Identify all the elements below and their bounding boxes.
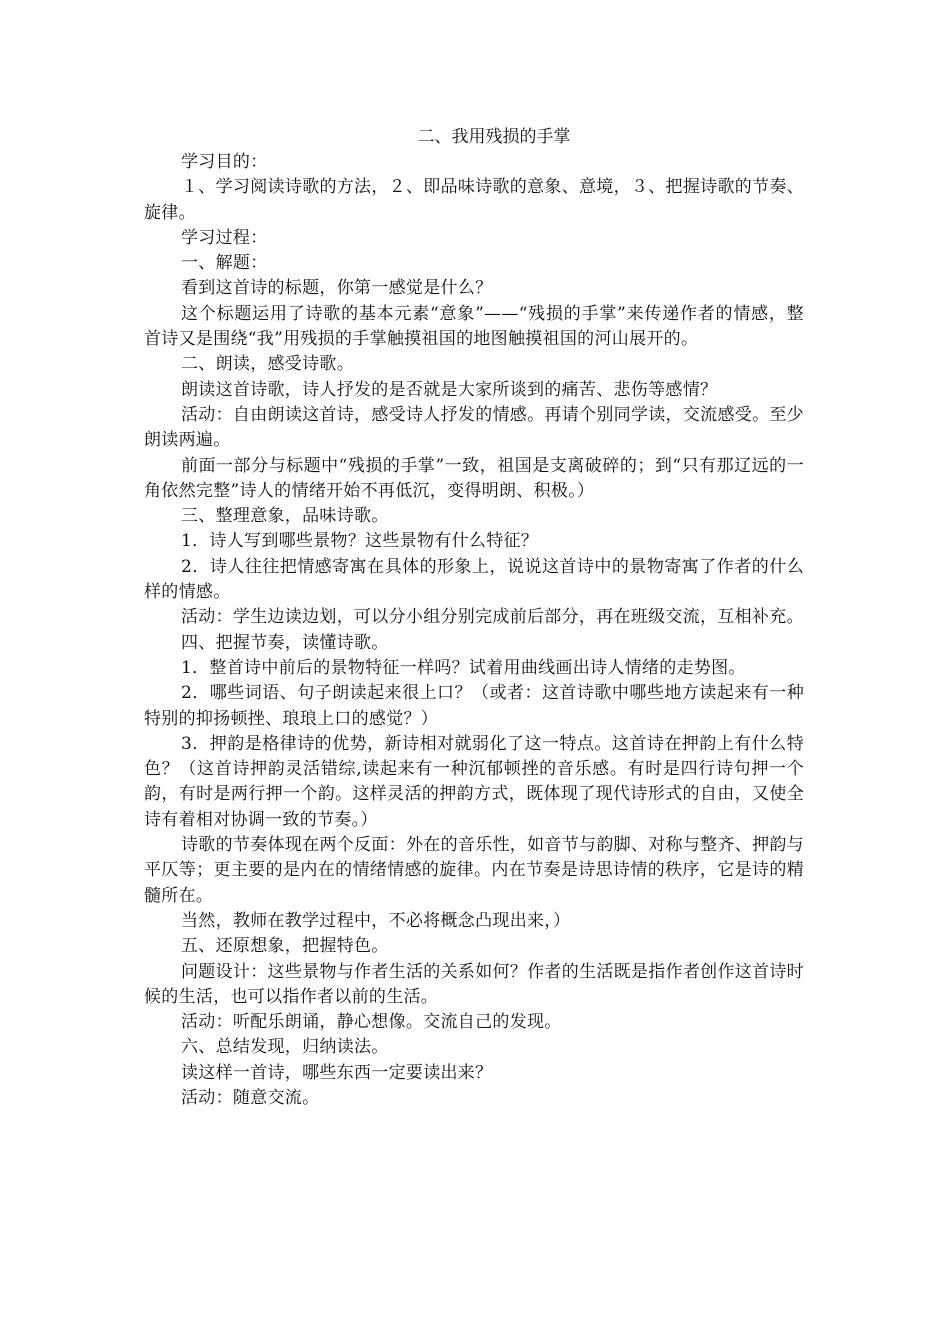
- paragraph: 1．诗人写到哪些景物？这些景物有什么特征？: [181, 531, 539, 552]
- paragraph: 活动：学生边读边划，可以分小组分别完成前后部分，再在班级交流，互相补充。: [181, 607, 804, 628]
- paragraph-process-heading: 学习过程：: [181, 227, 268, 248]
- section-heading-2: 二、朗读，感受诗歌。: [181, 354, 354, 375]
- paragraph: 看到这首诗的标题，你第一感觉是什么？: [181, 278, 493, 299]
- paragraph-goals: １、学习阅读诗歌的方法，２、即品味诗歌的意象、意境，３、把握诗歌的节奏、旋律。: [144, 177, 804, 223]
- section-heading-4: 四、把握节奏，读懂诗歌。: [181, 632, 389, 653]
- paragraph: 活动：听配乐朗诵，静心想像。交流自己的发现。: [181, 1012, 562, 1033]
- section-heading-6: 六、总结发现，归纳读法。: [181, 1037, 389, 1058]
- paragraph: 朗读这首诗歌，诗人抒发的是否就是大家所谈到的痛苦、悲伤等感情？: [181, 379, 718, 400]
- paragraph: 前面一部分与标题中“残损的手掌”一致，祖国是支离破碎的；到“只有那辽远的一角依然完整”诗人的情绪开始不再低沉，变得明朗、积极。）: [144, 455, 804, 501]
- paragraph: 活动：自由朗读这首诗，感受诗人抒发的情感。再请个别同学读，交流感受。至少朗读两遍。: [144, 404, 804, 451]
- section-heading-3: 三、整理意象，品味诗歌。: [181, 506, 389, 527]
- paragraph: 这个标题运用了诗歌的基本元素“意象”——“残损的手掌”来传递作者的情感，整首诗又是围绕“我”用残损的手掌触摸祖国的地图触摸祖国的河山展开的。: [144, 303, 804, 350]
- paragraph: 诗歌的节奏体现在两个反面：外在的音乐性，如音节与韵脚、对称与整齐、押韵与平仄等；更主要的是内在的情绪情感的旋律。内在节奏是诗思诗情的秩序，它是诗的精髓所在。: [144, 835, 804, 906]
- document-title: 二、我用残损的手掌: [417, 127, 571, 147]
- paragraph: 问题设计：这些景物与作者生活的关系如何？作者的生活既是指作者创作这首诗时候的生活，也可以指作者以前的生活。: [144, 961, 804, 1007]
- paragraph: 当然，教师在教学过程中，不必将概念凸现出来，）: [181, 910, 571, 931]
- paragraph: 2．哪些词语、句子朗读起来很上口？（或者：这首诗歌中哪些地方读起来有一种特别的抑扬顿挫、琅琅上口的感觉？）: [144, 683, 804, 729]
- paragraph: 3．押韵是格律诗的优势，新诗相对就弱化了这一特点。这首诗在押韵上有什么特色？（这首诗押韵灵活错综,读起来有一种沉郁顿挫的音乐感。有时是四行诗句押一个韵，有时是两行押一个韵。这样灵活的押韵方式，既体现了现代诗形式的自由，又使全诗有着相对协调一致的节奏。）: [144, 733, 804, 830]
- paragraph: 活动：随意交流。: [181, 1087, 320, 1108]
- paragraph: 2．诗人往往把情感寄寓在具体的形象上，说说这首诗中的景物寄寓了作者的什么样的情感。: [144, 556, 804, 603]
- paragraph: 读这样一首诗，哪些东西一定要读出来？: [181, 1062, 493, 1083]
- section-heading-5: 五、还原想象，把握特色。: [181, 936, 389, 957]
- paragraph: 1．整首诗中前后的景物特征一样吗？试着用曲线画出诗人情绪的走势图。: [181, 657, 746, 678]
- document-page: [144, 124, 804, 1111]
- paragraph-goals-heading: 学习目的：: [181, 152, 268, 172]
- section-heading-1: 一、解题：: [181, 253, 268, 274]
